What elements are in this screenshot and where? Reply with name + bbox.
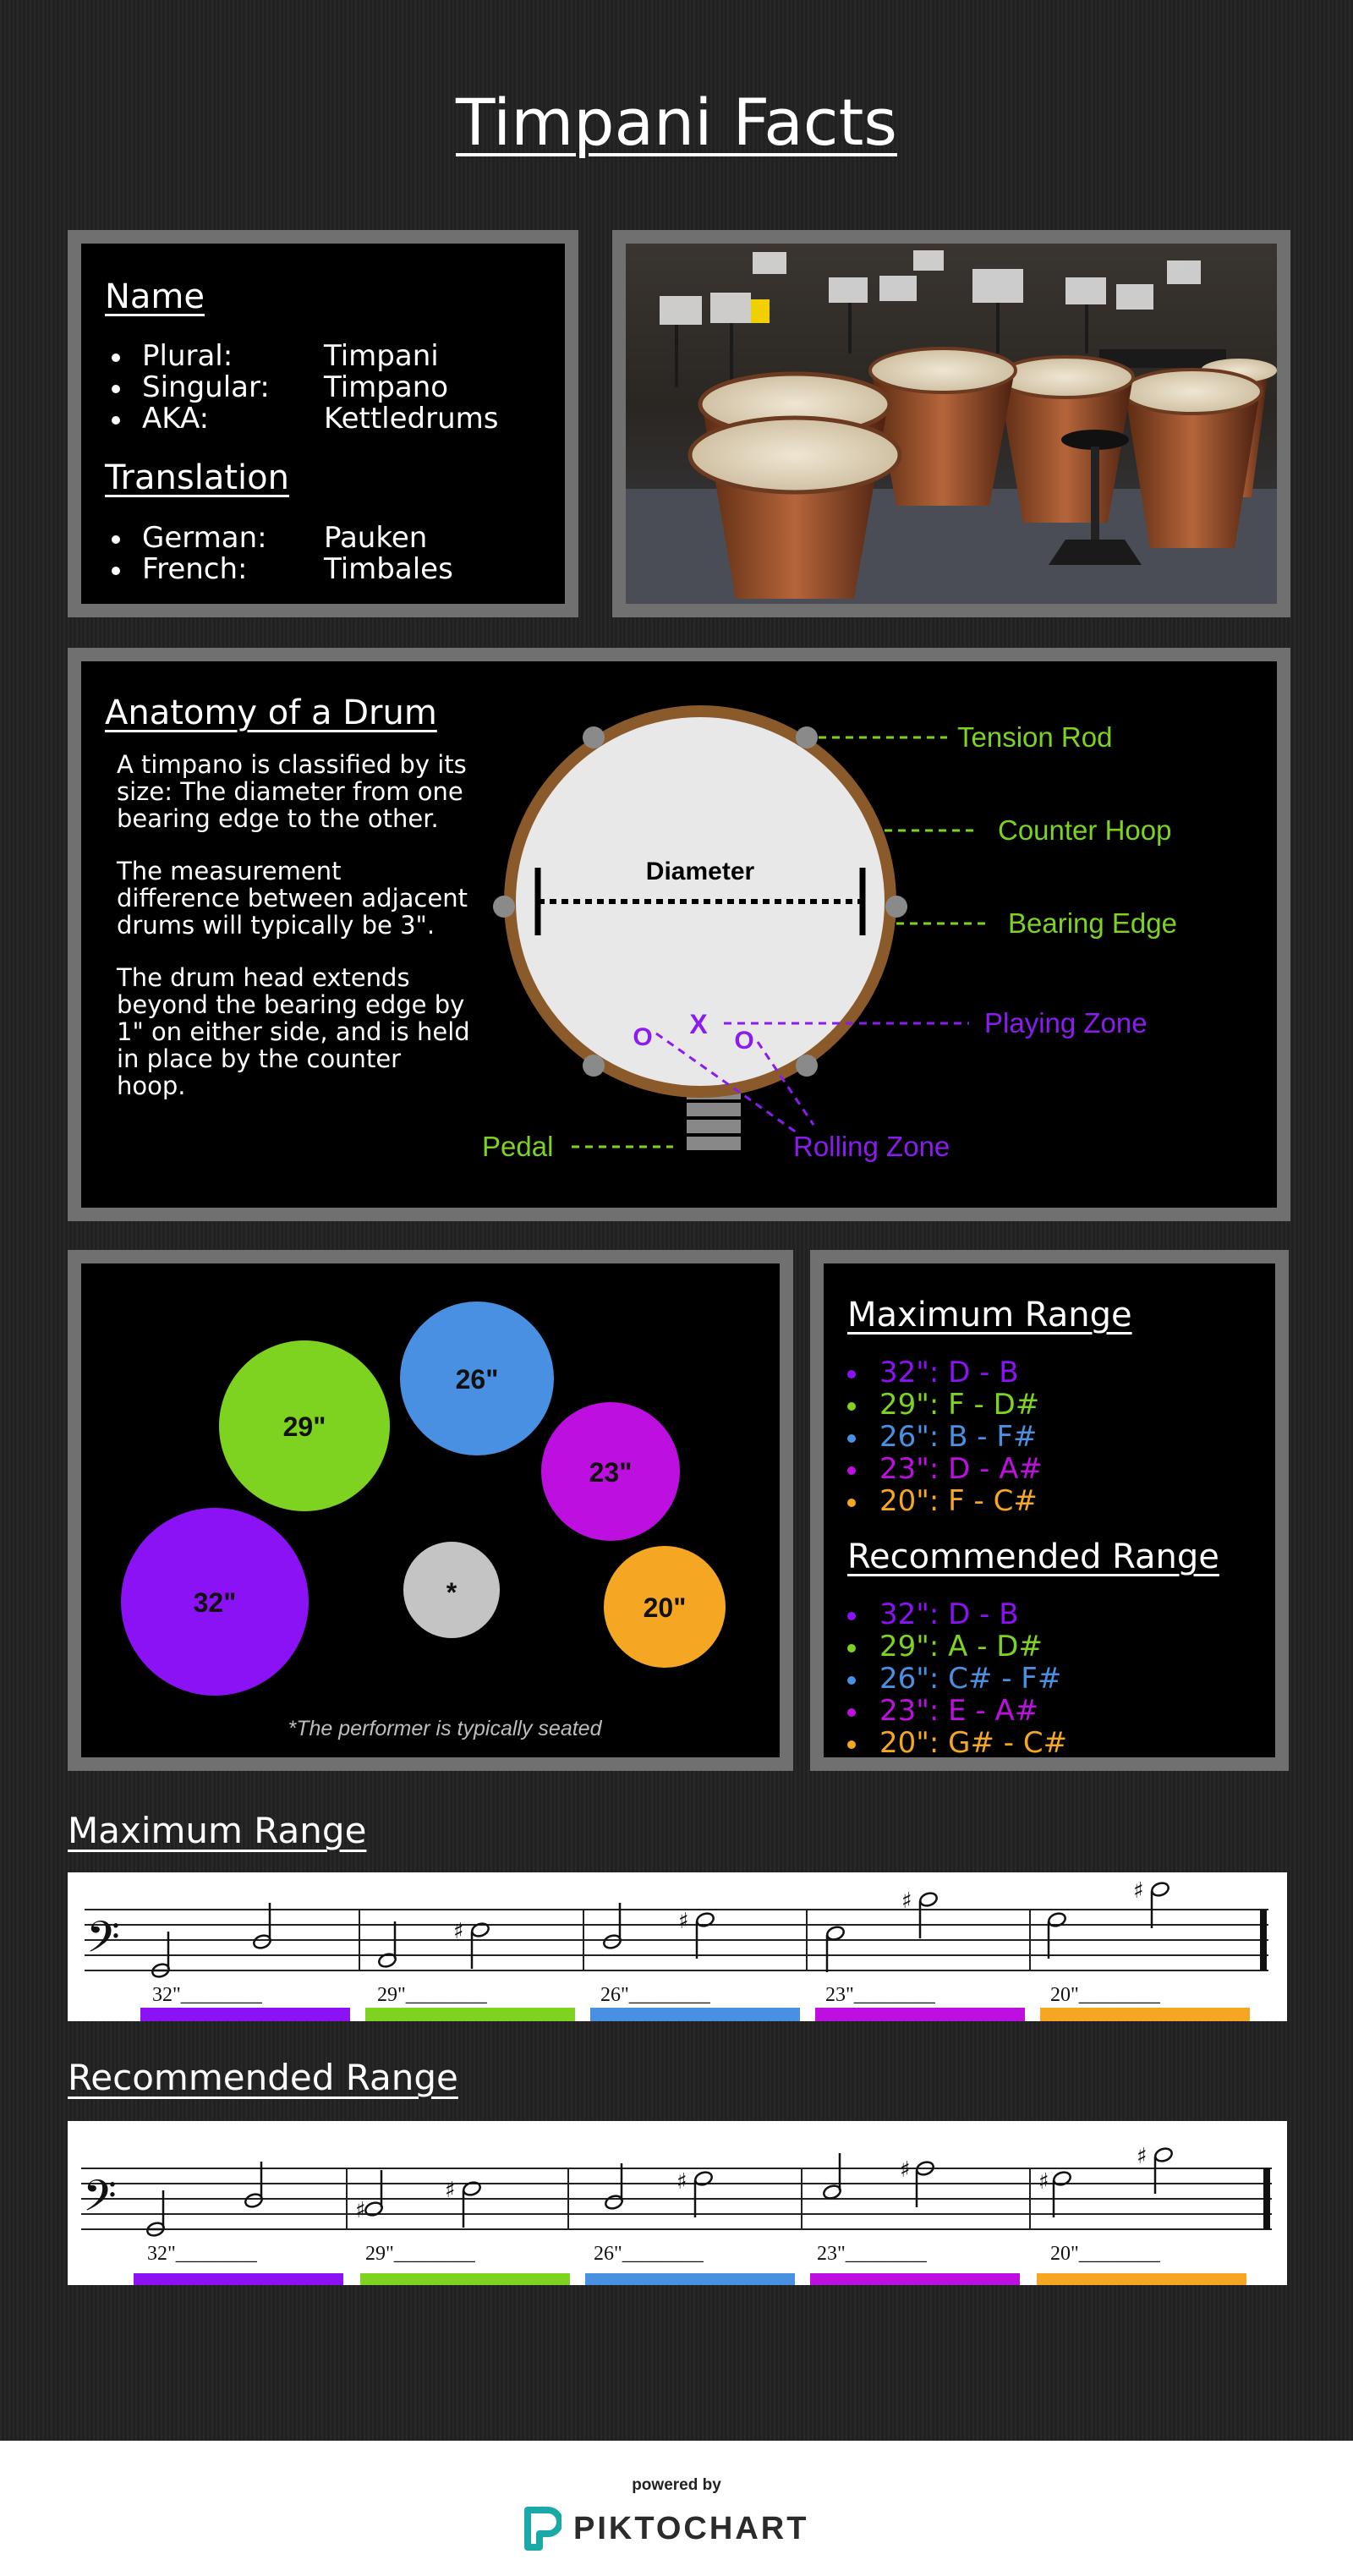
- drum-staff-label: 20"________: [1050, 1984, 1160, 2006]
- rec-staff-heading: Recommended Range: [68, 2057, 458, 2098]
- fact-key: French:: [142, 552, 248, 586]
- list-item: [105, 403, 499, 435]
- max-range-staff: [68, 1872, 1287, 2021]
- sharp-icon: ♯: [901, 1888, 912, 1914]
- color-bar: [1037, 2273, 1246, 2285]
- anatomy-paragraph: A timpano is classified by its size: The diameter from one bearing edge to the other.: [117, 750, 467, 833]
- performer-seat: [403, 1542, 500, 1638]
- list-item: 20": G# - C#: [842, 1727, 1067, 1759]
- footer: [0, 2441, 1353, 2576]
- drum-staff-label: 29"________: [365, 2243, 475, 2265]
- color-bar: [1040, 2008, 1250, 2021]
- color-bar: [585, 2273, 795, 2285]
- list-item: 26": B - F#: [842, 1421, 1043, 1453]
- drum-size-label: 20": [643, 1592, 687, 1623]
- anatomy-panel: [68, 648, 1290, 1221]
- drum-circle: [121, 1508, 309, 1696]
- rolling-zone-mark: O: [734, 1027, 754, 1055]
- seated-note: *The performer is typically seated: [288, 1717, 602, 1740]
- piktochart-icon: [523, 2507, 561, 2551]
- fact-value: Kettledrums: [324, 402, 499, 436]
- list-item: [105, 341, 499, 372]
- color-bar: [815, 2008, 1025, 2021]
- list-item: [105, 554, 453, 585]
- drum-size-label: 32": [193, 1587, 237, 1618]
- color-bar: [360, 2273, 570, 2285]
- staff-notation: [68, 2121, 1287, 2285]
- list-item: 26": C# - F#: [842, 1663, 1067, 1695]
- sharp-icon: ♯: [1038, 2169, 1049, 2195]
- max-staff-heading: Maximum Range: [68, 1810, 367, 1851]
- anatomy-paragraph: The drum head extends beyond the bearing edge by 1" on either side, and is held in place by the counter hoop.: [117, 963, 470, 1100]
- list-item: [105, 523, 453, 554]
- drum-diagram: [81, 661, 1277, 1208]
- fact-key: Plural:: [142, 339, 233, 373]
- bearing-edge-label: Bearing Edge: [1008, 907, 1177, 939]
- fact-key: AKA:: [142, 402, 210, 436]
- rolling-zone-label: Rolling Zone: [793, 1131, 950, 1162]
- rec-range-list: [842, 1598, 1067, 1759]
- list-item: 32": D - B: [842, 1598, 1067, 1631]
- bass-clef-icon: 𝄢: [83, 2170, 117, 2232]
- max-range-heading: Maximum Range: [847, 1296, 1132, 1335]
- photo-panel: [612, 230, 1290, 617]
- drum-size-label: 26": [455, 1364, 499, 1395]
- translation-heading: Translation: [105, 458, 289, 497]
- timpani-photo: [626, 244, 1277, 604]
- list-item: 29": F - D#: [842, 1389, 1043, 1421]
- drum-staff-label: 26"________: [594, 2243, 704, 2265]
- counter-hoop-label: Counter Hoop: [998, 814, 1172, 846]
- list-item: 32": D - B: [842, 1357, 1043, 1389]
- drum-staff-label: 20"________: [1050, 2243, 1160, 2265]
- max-range-list: [842, 1357, 1043, 1517]
- sharp-icon: ♯: [676, 2169, 687, 2195]
- anatomy-heading: Anatomy of a Drum: [105, 693, 437, 732]
- fact-value: Timbales: [324, 552, 453, 586]
- list-item: 23": D - A#: [842, 1453, 1043, 1485]
- rec-range-staff: [68, 2121, 1287, 2285]
- list-item: 20": F - C#: [842, 1485, 1043, 1517]
- fact-key: German:: [142, 521, 267, 555]
- drum-circle: [604, 1546, 726, 1668]
- tension-rod-label: Tension Rod: [957, 721, 1113, 753]
- staff-notation: [68, 1872, 1287, 2021]
- bass-clef-icon: 𝄢: [86, 1911, 120, 1973]
- sharp-icon: ♯: [355, 2198, 366, 2223]
- name-heading: Name: [105, 277, 205, 316]
- name-list: [105, 341, 499, 435]
- list-item: [105, 372, 499, 403]
- diameter-label: Diameter: [645, 858, 755, 885]
- playing-zone-label: Playing Zone: [984, 1007, 1148, 1039]
- rec-range-heading: Recommended Range: [847, 1537, 1219, 1576]
- drum-staff-label: 32"________: [147, 2243, 257, 2265]
- drum-layout-panel: [68, 1250, 793, 1771]
- drum-circle: [400, 1302, 554, 1455]
- sharp-icon: ♯: [453, 1919, 464, 1944]
- brand-name: PIKTOCHART: [573, 2510, 809, 2546]
- drum-staff-label: 32"________: [152, 1984, 262, 2006]
- color-bar: [810, 2273, 1020, 2285]
- drum-size-label: 23": [589, 1457, 633, 1488]
- fact-key: Singular:: [142, 370, 270, 404]
- drum-staff-label: 29"________: [377, 1984, 487, 2006]
- drum-staff-label: 23"________: [825, 1984, 935, 2006]
- drum-staff-label: 26"________: [600, 1984, 710, 2006]
- drum-staff-label: 23"________: [817, 2243, 927, 2265]
- sharp-icon: ♯: [678, 1909, 689, 1934]
- seat-label: *: [446, 1577, 457, 1608]
- name-panel: [68, 230, 578, 617]
- fact-value: Timpano: [324, 370, 449, 404]
- list-item: 23": E - A#: [842, 1695, 1067, 1727]
- color-bar: [590, 2008, 800, 2021]
- drum-circle: [219, 1340, 390, 1511]
- anatomy-paragraph: The measurement difference between adjacent drums will typically be 3".: [117, 857, 468, 940]
- powered-by-label: powered by: [632, 2476, 721, 2494]
- drum-size-label: 29": [282, 1411, 326, 1442]
- sharp-icon: ♯: [1133, 1878, 1144, 1904]
- color-bar: [134, 2273, 343, 2285]
- page-title: Timpani Facts: [456, 85, 897, 160]
- piktochart-logo[interactable]: [523, 2503, 808, 2554]
- color-bar: [365, 2008, 575, 2021]
- fact-value: Timpani: [324, 339, 439, 373]
- rolling-zone-mark: O: [633, 1023, 653, 1051]
- fact-value: Pauken: [324, 521, 428, 555]
- sharp-icon: ♯: [445, 2178, 456, 2203]
- playing-zone-mark: X: [689, 1009, 708, 1039]
- sharp-icon: ♯: [900, 2157, 911, 2183]
- pedal-label: Pedal: [482, 1131, 554, 1162]
- drum-layout: [81, 1263, 780, 1757]
- list-item: 29": A - D#: [842, 1631, 1067, 1663]
- translation-list: [105, 523, 453, 585]
- sharp-icon: ♯: [1137, 2144, 1148, 2169]
- color-bar: [140, 2008, 350, 2021]
- ranges-panel: [810, 1250, 1289, 1771]
- drum-circle: [541, 1402, 680, 1541]
